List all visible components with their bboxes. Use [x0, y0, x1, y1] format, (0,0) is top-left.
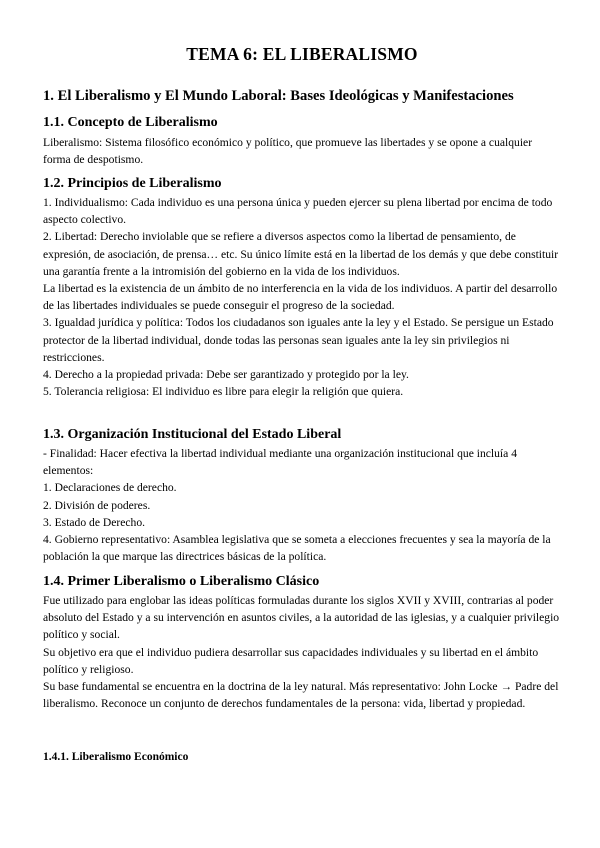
paragraph: La libertad es la existencia de un ámbito de no interferencia en la vida de los individuos. A partir del desarrollo de las libertades individuales se puede conseguir el progreso de la sociedad. [43, 282, 558, 313]
section-1-4-1-heading: 1.4.1. Liberalismo Económico [43, 751, 189, 763]
paragraph: Liberalismo: Sistema filosófico económico y político, que promueve las libertades y se opone a cualquier forma de despotismo. [43, 136, 533, 167]
paragraph: 1. Individualismo: Cada individuo es una persona única y pueden ejercer su plena libertad por encima de todo aspecto colectivo. [43, 196, 553, 227]
paragraph: 4. Gobierno representativo: Asamblea legislativa que se someta a elecciones frecuentes y sea la mayoría de la población la que marque las directrices básicas de la política. [43, 533, 551, 564]
paragraph: 2. División de poderes. [43, 498, 151, 512]
section-1-1-heading: 1.1. Concepto de Liberalismo [43, 115, 218, 130]
paragraph: - Finalidad: Hacer efectiva la libertad individual mediante una organización institucional que incluía 4 elementos: [43, 447, 517, 478]
section-1-4-body [43, 592, 561, 712]
section-1-2-body [43, 194, 561, 400]
section-1-2-heading: 1.2. Principios de Liberalismo [43, 176, 222, 191]
paragraph: 3. Igualdad jurídica y política: Todos los ciudadanos son iguales ante la ley y el Estado. Se persigue un Estado protector de la libertad individual, donde todas las personas sean iguales ante la ley sin privilegios ni restricciones. [43, 316, 554, 364]
paragraph: Fue utilizado para englobar las ideas políticas formuladas durante los siglos XVII y XVIII, contrarias al poder absoluto del Estado y a su intervención en asuntos civiles, a la autoridad de las iglesias, y a cualquier privilegio político y social. [43, 594, 560, 642]
paragraph: Su objetivo era que el individuo pudiera desarrollar sus capacidades individuales y su libertad en el ámbito político y religioso. [43, 645, 539, 676]
document-title: TEMA 6: EL LIBERALISMO [186, 44, 418, 64]
section-1-heading: 1. El Liberalismo y El Mundo Laboral: Bases Ideológicas y Manifestaciones [43, 88, 514, 104]
paragraph: 4. Derecho a la propiedad privada: Debe ser garantizado y protegido por la ley. [43, 368, 409, 382]
paragraph: 2. Libertad: Derecho inviolable que se refiere a diversos aspectos como la libertad de pensamiento, de expresión, de asociación, de prensa… etc. Su único límite está en la libertad de los demás y que debe constituir una garantía frente a la intromisión del gobierno en la vida de los individuos. [43, 230, 559, 278]
paragraph: 5. Tolerancia religiosa: El individuo es libre para elegir la religión que quiera. [43, 385, 404, 399]
paragraph: Su base fundamental se encuentra en la doctrina de la ley natural. Más representativo: John Locke → Padre del liberalismo. Reconoce un conjunto de derechos fundamentales de la persona: vida, libertad y propiedad. [43, 680, 559, 711]
paragraph: 3. Estado de Derecho. [43, 515, 146, 529]
section-1-3-body [43, 445, 561, 565]
section-1-3-heading: 1.3. Organización Institucional del Estado Liberal [43, 427, 342, 442]
section-1-1-body [43, 134, 561, 168]
section-1-4-heading: 1.4. Primer Liberalismo o Liberalismo Clásico [43, 574, 320, 589]
paragraph: 1. Declaraciones de derecho. [43, 481, 177, 495]
